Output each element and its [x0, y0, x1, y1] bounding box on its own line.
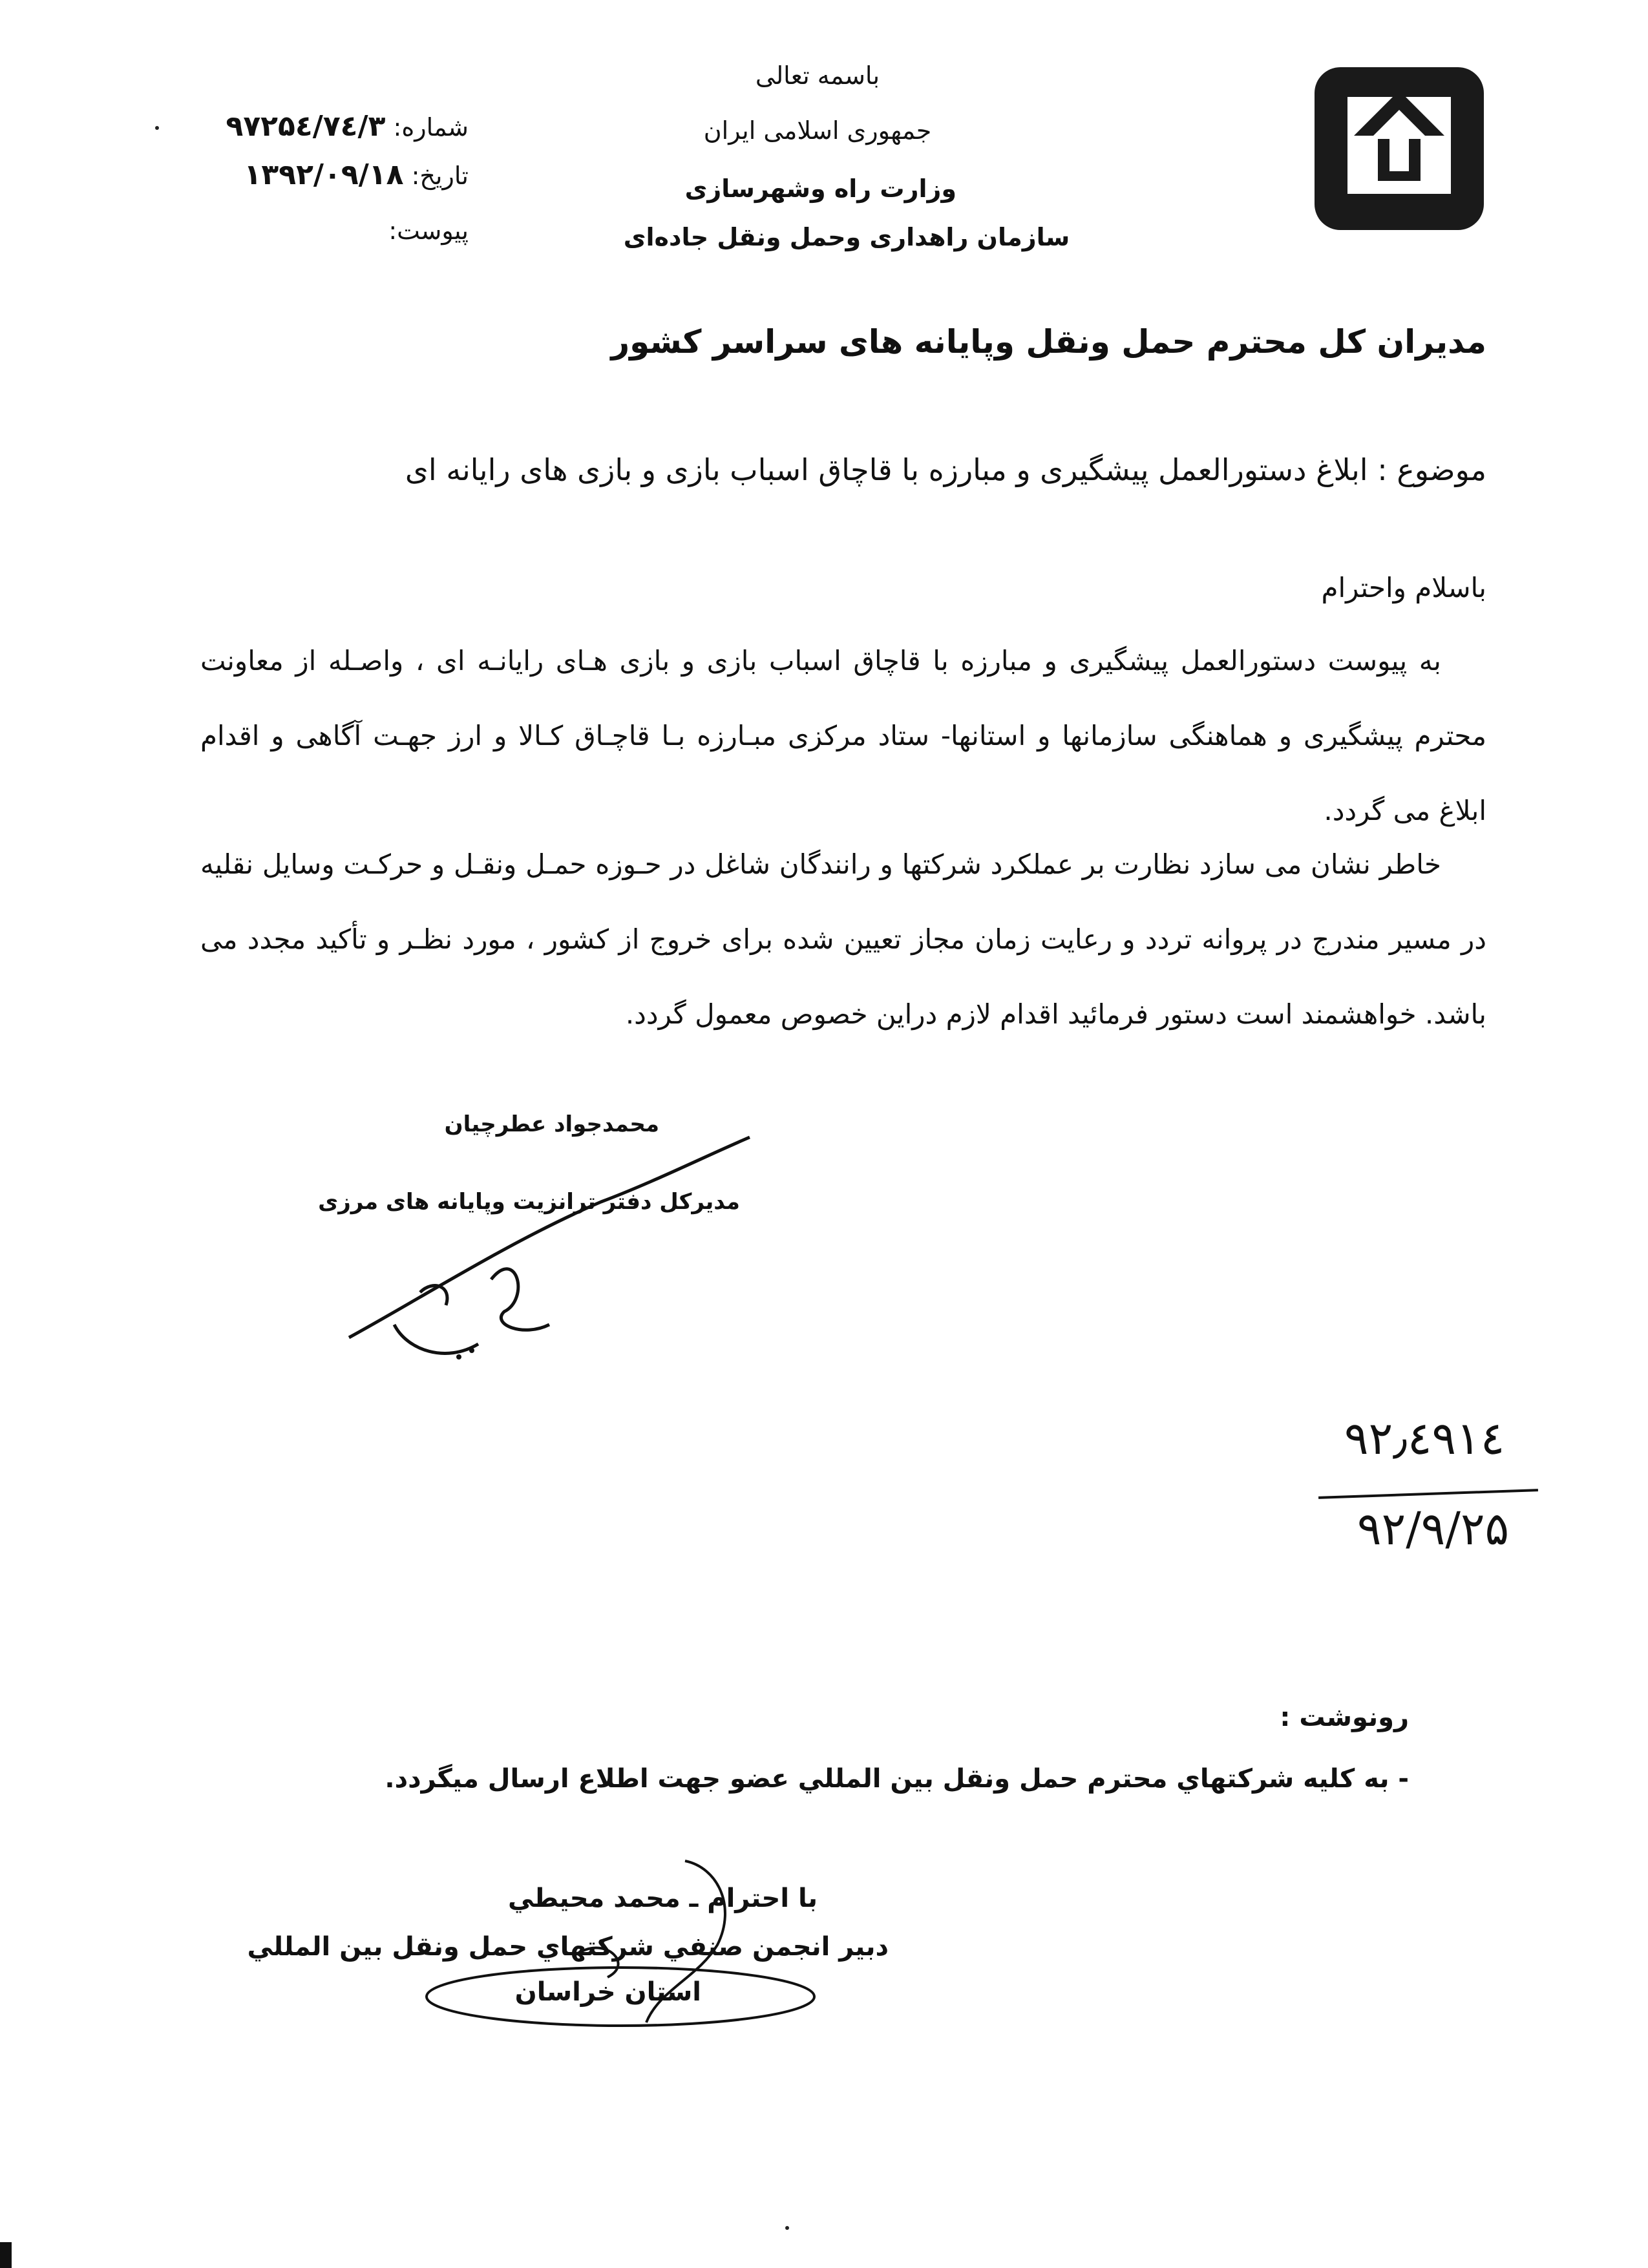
- letter-number: [226, 110, 469, 143]
- country-name: جمهوری اسلامی ایران: [703, 116, 932, 145]
- greeting: باسلام واحترام: [1321, 572, 1486, 604]
- signatory-name: محمدجواد عطرچیان: [444, 1111, 659, 1137]
- copy-signature-scribble: [414, 1842, 827, 2035]
- attachment: پیوست:: [388, 216, 469, 245]
- number-value: ۹۷۲۵٤/۷٤/۳: [226, 110, 386, 143]
- copy-text: - به كليه شركتهاي محترم حمل ونقل بين المللي عضو جهت اطلاع ارسال ميگردد.: [385, 1764, 1409, 1794]
- signature-scribble: [343, 1131, 756, 1376]
- scan-edge-mark: [0, 2242, 12, 2268]
- invocation: باسمه تعالی: [755, 61, 880, 90]
- ministry-name: وزارت راه وشهرسازی: [684, 174, 956, 203]
- organization-name: سازمان راهداری وحمل ونقل جاده‌ای: [623, 223, 1070, 251]
- copy-regards: با احترام ـ محمد محيطي: [507, 1884, 818, 1913]
- number-label: شماره:: [393, 113, 469, 142]
- recipient-address: مدیران کل محترم حمل ونقل وپایانه های سراسر کشور: [611, 323, 1486, 361]
- date-label: تاریخ:: [411, 162, 469, 190]
- letter-date: [244, 158, 469, 191]
- signatory-title: مدیرکل دفتر ترانزیت وپایانه های مرزی: [318, 1189, 740, 1215]
- stray-mark: [155, 126, 159, 130]
- stray-mark: [785, 2226, 789, 2230]
- copy-role: دبير انجمن صنفي شركتهاي حمل ونقل بين المللي: [247, 1932, 889, 1962]
- handwritten-rule: [1318, 1489, 1538, 1499]
- organization-logo: [1312, 65, 1486, 233]
- copy-label: رونوشت :: [1280, 1703, 1409, 1732]
- handwritten-number: ۹۲٫٤۹۱٤: [1344, 1412, 1505, 1465]
- copy-province: استان خراسان: [514, 1977, 701, 2007]
- date-value: ۱۳۹۲/۰۹/۱۸: [244, 158, 404, 191]
- subject-line: موضوع : ابلاغ دستورالعمل پیشگیری و مبارزه با قاچاق اسباب بازی و بازی های رایانه ای: [405, 452, 1486, 487]
- paragraph-2: خاطر نشان می سازد نظارت بر عملکرد شرکتها و رانندگان شاغل در حـوزه حمـل ونقـل و حرکـت وسایل نقلیه در مسیر مندرج در پروانه تردد و رعایت زمان مجاز تعیین شده برای خروج از کشور ، مورد نظـر و تأکید مجدد می باشد. خواهشمند است دستور فرمائید اقدام لازم دراین خصوص معمول گردد.: [200, 848, 1486, 1030]
- paragraph-1: به پیوست دستورالعمل پیشگیری و مبارزه با قاچاق اسباب بازی و بازی هـای رایانـه ای ، واصـله از معاونت محترم پیشگیری و هماهنگی سازمانها و استانها- ستاد مرکزی مبـارزه بـا قاچـاق کـالا و ارز جهـت آگاهی و اقدام ابلاغ می گردد.: [200, 645, 1486, 826]
- handwritten-date: ۹۲/۹/۲۵: [1357, 1502, 1510, 1555]
